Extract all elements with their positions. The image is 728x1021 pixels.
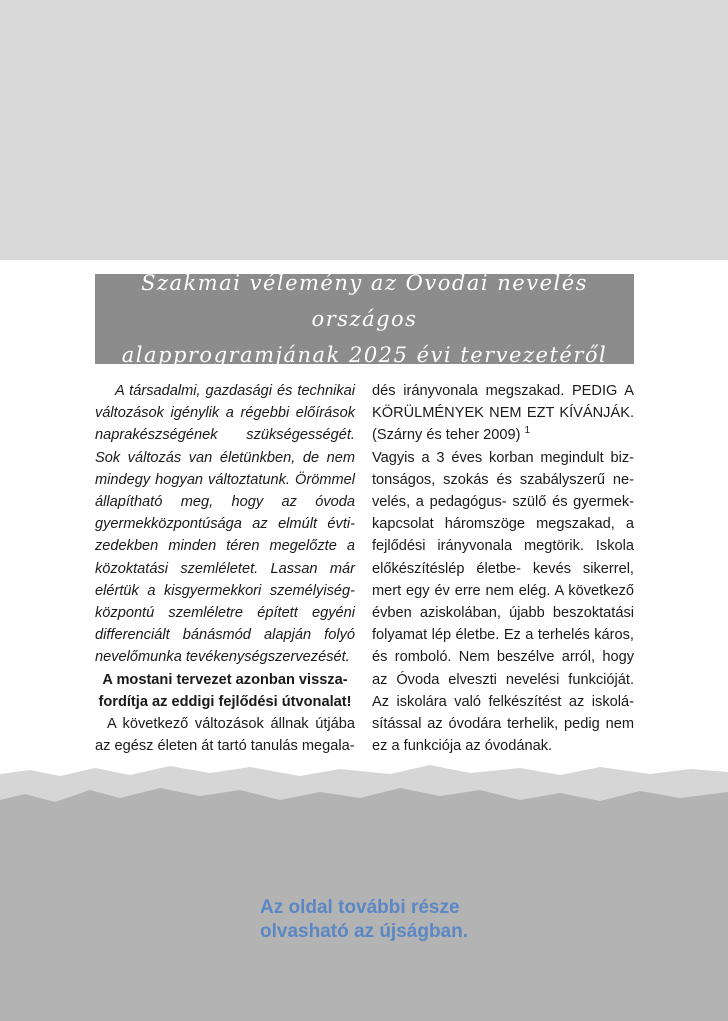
article-title-line-1: Szakmai vélemény az Óvodai nevelés országos xyxy=(141,271,588,331)
right-paragraph-2: Vagyis a 3 éves korban megindult biztonságos, szokás és szabályszerű nevelés, a pedagógus- szülő és gyermekkapcsolat háromszöge megszakad, a fejlődési irányvonala megtörik. Iskola előkészítéslép életbe- kevés sikerrel, mert egy év erre nem elég. A következő évben aziskolában, újabb beszoktatási folyamat lép életbe. Ez a terhelés káros, és romboló. Nem beszélve arról, hogy az Óvoda elveszti nevelési funkcióját. Az iskolára való felkészítést az iskolásítással az óvodára terhelik, pedig nem ez a funkciója az óvodának. xyxy=(372,449,634,755)
highlight-line-1: A mostani tervezet azonban vissza- xyxy=(102,671,348,688)
article-column-left xyxy=(95,380,355,757)
notice-line-1: Az oldal további része xyxy=(260,897,460,918)
article-title-line-2: alapprogramjának 2025 évi tervezetéről xyxy=(121,343,608,367)
intro-paragraph: A társadalmi, gazdasági és technikai változások igénylik a régebbi előírások naprakészségének szükségességét. Sok változás van életünkben, de nem mindegy hogyan változtatunk. Örömmel állapítható meg, hogy az óvoda gyermekközpontúsága az elmúlt évtizedekben minden téren megelőzte a közoktatási szemléletet. Lassan már elértük a kisgyermekkori személyiségközpontú szemléletre épített egyéni differenciált bánásmód alapján folyó nevelőmunka tevékenységszervezését. xyxy=(95,383,355,666)
article-column-right xyxy=(372,380,634,757)
right-paragraph-1 xyxy=(372,380,634,447)
continued-in-newspaper-notice xyxy=(260,896,580,944)
top-gray-band xyxy=(0,0,728,260)
article-title xyxy=(100,265,630,373)
torn-paper-bottom-band xyxy=(0,760,728,1021)
continuation-paragraph: A következő változások állnak útjába az egész életen át tartó tanulás megala- xyxy=(95,716,355,755)
footnote-marker: 1 xyxy=(524,425,531,437)
notice-line-2: olvasható az újságban. xyxy=(260,921,468,942)
right-paragraph-1-text: dés irányvonala megszakad. PEDIG A KÖRÜLMÉNYEK NEM EZT KÍVÁNJÁK. (Szárny és teher 2009) xyxy=(372,383,634,444)
highlight-line-2: fordítja az eddigi fejlődési útvonalat! xyxy=(98,693,352,710)
article-title-banner xyxy=(95,271,634,367)
